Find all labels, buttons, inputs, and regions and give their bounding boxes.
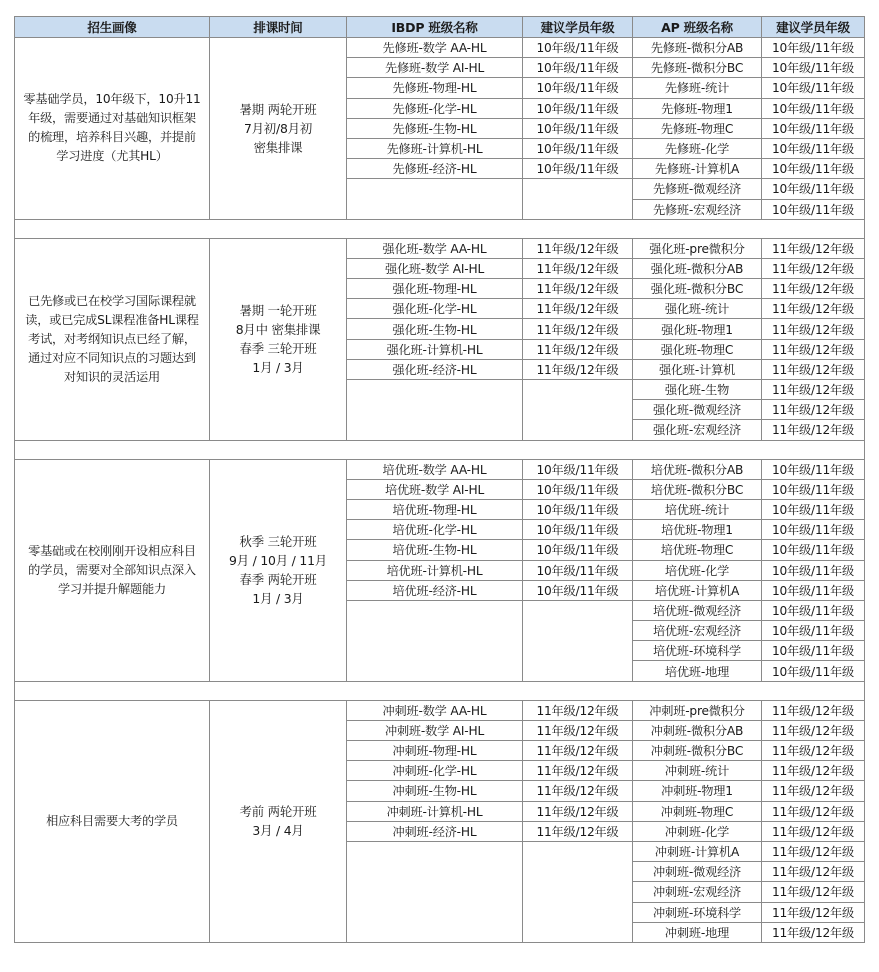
schedule-line: 秋季 三轮开班 <box>239 534 317 550</box>
ap-grade: 10年级/11年级 <box>762 78 865 98</box>
ibdp-grade: 10年级/11年级 <box>523 138 633 158</box>
ap-class-name: 冲刺班-宏观经济 <box>633 882 762 902</box>
ibdp-grade: 11年级/12年级 <box>523 761 633 781</box>
schedule-line: 9月 / 10月 / 11月 <box>229 553 327 569</box>
ap-class-name: 先修班-微积分BC <box>633 58 762 78</box>
ap-class-name: 培优班-微积分AB <box>633 459 762 479</box>
ap-class-name: 培优班-物理1 <box>633 520 762 540</box>
student-profile-cell: 已先修或已在校学习国际课程就读，或已完成SL课程准备HL课程考试，对考纲知识点已经了解，通过对应不同知识点的习题达到对知识的灵活运用 <box>15 238 210 440</box>
ap-grade: 11年级/12年级 <box>762 238 865 258</box>
ap-class-name: 强化班-生物 <box>633 380 762 400</box>
ap-grade: 11年级/12年级 <box>762 862 865 882</box>
ap-grade: 11年级/12年级 <box>762 339 865 359</box>
ap-grade: 11年级/12年级 <box>762 279 865 299</box>
ibdp-grade: 11年级/12年级 <box>523 801 633 821</box>
header-ibdp-class: IBDP 班级名称 <box>347 17 523 38</box>
header-ibdp-grade: 建议学员年级 <box>523 17 633 38</box>
ap-class-name: 培优班-计算机A <box>633 580 762 600</box>
ap-class-name: 冲刺班-微积分AB <box>633 720 762 740</box>
ap-class-name: 培优班-宏观经济 <box>633 621 762 641</box>
schedule-table-frame <box>14 16 864 943</box>
ap-grade: 10年级/11年级 <box>762 179 865 199</box>
ap-grade: 11年级/12年级 <box>762 700 865 720</box>
schedule-line: 8月中 密集排课 <box>235 322 321 338</box>
ibdp-grade: 11年级/12年级 <box>523 720 633 740</box>
header-ap-class: AP 班级名称 <box>633 17 762 38</box>
schedule-line: 7月初/8月初 <box>243 120 313 136</box>
ap-class-name: 强化班-pre微积分 <box>633 238 762 258</box>
ibdp-class-name: 强化班-经济-HL <box>347 359 523 379</box>
ap-class-name: 先修班-统计 <box>633 78 762 98</box>
table-body <box>15 38 865 943</box>
ap-class-name: 先修班-宏观经济 <box>633 199 762 219</box>
ap-class-name: 冲刺班-物理C <box>633 801 762 821</box>
ibdp-class-name: 冲刺班-物理-HL <box>347 741 523 761</box>
ibdp-class-name: 冲刺班-数学 AA-HL <box>347 700 523 720</box>
empty-cell <box>347 841 523 942</box>
ibdp-class-name: 强化班-计算机-HL <box>347 339 523 359</box>
separator-cell <box>15 681 865 700</box>
ap-class-name: 强化班-计算机 <box>633 359 762 379</box>
student-profile-cell: 相应科目需要大考的学员 <box>15 700 210 942</box>
ap-class-name: 冲刺班-统计 <box>633 761 762 781</box>
header-ap-grade: 建议学员年级 <box>762 17 865 38</box>
ap-class-name: 强化班-宏观经济 <box>633 420 762 440</box>
ibdp-class-name: 冲刺班-化学-HL <box>347 761 523 781</box>
schedule-line: 暑期 两轮开班 <box>239 101 317 117</box>
ap-class-name: 培优班-化学 <box>633 560 762 580</box>
ibdp-class-name: 冲刺班-数学 AI-HL <box>347 720 523 740</box>
ibdp-class-name: 强化班-生物-HL <box>347 319 523 339</box>
ibdp-grade: 11年级/12年级 <box>523 821 633 841</box>
table-row <box>15 38 865 58</box>
ibdp-grade: 10年级/11年级 <box>523 38 633 58</box>
ap-grade: 11年级/12年级 <box>762 882 865 902</box>
ap-grade: 10年级/11年级 <box>762 118 865 138</box>
ap-grade: 10年级/11年级 <box>762 641 865 661</box>
table-row <box>15 700 865 720</box>
ap-grade: 10年级/11年级 <box>762 520 865 540</box>
course-schedule-table <box>14 16 865 943</box>
schedule-cell <box>210 700 347 942</box>
ap-class-name: 培优班-微积分BC <box>633 479 762 499</box>
schedule-cell <box>210 459 347 681</box>
ap-grade: 11年级/12年级 <box>762 761 865 781</box>
ap-class-name: 培优班-地理 <box>633 661 762 681</box>
section-separator <box>15 440 865 459</box>
ap-class-name: 强化班-微积分AB <box>633 258 762 278</box>
table-row <box>15 459 865 479</box>
ap-class-name: 培优班-统计 <box>633 499 762 519</box>
ap-class-name: 培优班-物理C <box>633 540 762 560</box>
ibdp-grade: 11年级/12年级 <box>523 319 633 339</box>
ap-grade: 11年级/12年级 <box>762 258 865 278</box>
ap-grade: 11年级/12年级 <box>762 720 865 740</box>
ibdp-class-name: 培优班-数学 AA-HL <box>347 459 523 479</box>
ibdp-class-name: 冲刺班-生物-HL <box>347 781 523 801</box>
schedule-line: 春季 三轮开班 <box>239 341 317 357</box>
ibdp-grade: 10年级/11年级 <box>523 560 633 580</box>
ap-class-name: 冲刺班-环境科学 <box>633 902 762 922</box>
ibdp-class-name: 培优班-计算机-HL <box>347 560 523 580</box>
ibdp-grade: 10年级/11年级 <box>523 118 633 138</box>
ibdp-class-name: 强化班-物理-HL <box>347 279 523 299</box>
ap-grade: 11年级/12年级 <box>762 319 865 339</box>
ibdp-grade: 11年级/12年级 <box>523 258 633 278</box>
empty-cell <box>347 380 523 441</box>
ibdp-grade: 11年级/12年级 <box>523 741 633 761</box>
ibdp-class-name: 强化班-化学-HL <box>347 299 523 319</box>
ap-class-name: 强化班-微观经济 <box>633 400 762 420</box>
ibdp-grade: 11年级/12年级 <box>523 299 633 319</box>
header-schedule: 排课时间 <box>210 17 347 38</box>
ibdp-class-name: 强化班-数学 AI-HL <box>347 258 523 278</box>
ibdp-grade: 10年级/11年级 <box>523 159 633 179</box>
ap-grade: 10年级/11年级 <box>762 98 865 118</box>
student-profile-cell: 零基础学员，10年级下，10升11年级，需要通过对基础知识框架的梳理，培养科目兴趣，并提前学习进度（尤其HL） <box>15 38 210 220</box>
ap-class-name: 强化班-微积分BC <box>633 279 762 299</box>
ibdp-class-name: 先修班-化学-HL <box>347 98 523 118</box>
schedule-line: 1月 / 3月 <box>252 591 304 607</box>
student-profile-cell: 零基础或在校刚刚开设相应科目的学员，需要对全部知识点深入学习并提升解题能力 <box>15 459 210 681</box>
ap-grade: 11年级/12年级 <box>762 922 865 942</box>
ap-class-name: 强化班-统计 <box>633 299 762 319</box>
ap-grade: 11年级/12年级 <box>762 841 865 861</box>
ibdp-class-name: 冲刺班-经济-HL <box>347 821 523 841</box>
ap-grade: 10年级/11年级 <box>762 540 865 560</box>
schedule-cell <box>210 38 347 220</box>
schedule-line: 考前 两轮开班 <box>239 804 317 820</box>
ap-class-name: 先修班-微观经济 <box>633 179 762 199</box>
ap-grade: 10年级/11年级 <box>762 499 865 519</box>
ap-class-name: 冲刺班-计算机A <box>633 841 762 861</box>
header-row <box>15 17 865 38</box>
ap-class-name: 强化班-物理C <box>633 339 762 359</box>
ibdp-class-name: 培优班-经济-HL <box>347 580 523 600</box>
separator-cell <box>15 219 865 238</box>
ibdp-class-name: 先修班-物理-HL <box>347 78 523 98</box>
ibdp-grade: 11年级/12年级 <box>523 781 633 801</box>
ap-class-name: 先修班-物理C <box>633 118 762 138</box>
empty-cell <box>523 841 633 942</box>
ap-grade: 10年级/11年级 <box>762 199 865 219</box>
ibdp-grade: 10年级/11年级 <box>523 580 633 600</box>
ap-grade: 10年级/11年级 <box>762 580 865 600</box>
ap-grade: 11年级/12年级 <box>762 400 865 420</box>
schedule-line: 暑期 一轮开班 <box>239 303 317 319</box>
ibdp-grade: 10年级/11年级 <box>523 540 633 560</box>
ap-class-name: 培优班-环境科学 <box>633 641 762 661</box>
ibdp-grade: 11年级/12年级 <box>523 279 633 299</box>
ap-class-name: 冲刺班-物理1 <box>633 781 762 801</box>
ibdp-class-name: 先修班-计算机-HL <box>347 138 523 158</box>
ap-class-name: 先修班-物理1 <box>633 98 762 118</box>
empty-cell <box>523 179 633 219</box>
ap-grade: 10年级/11年级 <box>762 600 865 620</box>
section-separator <box>15 219 865 238</box>
ap-class-name: 培优班-微观经济 <box>633 600 762 620</box>
ap-grade: 11年级/12年级 <box>762 359 865 379</box>
ap-grade: 10年级/11年级 <box>762 38 865 58</box>
ibdp-grade: 10年级/11年级 <box>523 459 633 479</box>
ap-class-name: 先修班-化学 <box>633 138 762 158</box>
ap-grade: 10年级/11年级 <box>762 560 865 580</box>
ibdp-class-name: 培优班-物理-HL <box>347 499 523 519</box>
ap-grade: 11年级/12年级 <box>762 741 865 761</box>
table-row <box>15 238 865 258</box>
ibdp-grade: 10年级/11年级 <box>523 479 633 499</box>
ap-class-name: 冲刺班-地理 <box>633 922 762 942</box>
ap-grade: 10年级/11年级 <box>762 459 865 479</box>
empty-cell <box>347 600 523 681</box>
ibdp-class-name: 先修班-生物-HL <box>347 118 523 138</box>
ap-grade: 11年级/12年级 <box>762 821 865 841</box>
schedule-line: 春季 两轮开班 <box>239 572 317 588</box>
ibdp-grade: 10年级/11年级 <box>523 98 633 118</box>
header-profile: 招生画像 <box>15 17 210 38</box>
separator-cell <box>15 440 865 459</box>
ap-grade: 11年级/12年级 <box>762 781 865 801</box>
ap-class-name: 冲刺班-pre微积分 <box>633 700 762 720</box>
ibdp-class-name: 培优班-数学 AI-HL <box>347 479 523 499</box>
ap-grade: 10年级/11年级 <box>762 661 865 681</box>
ibdp-grade: 10年级/11年级 <box>523 78 633 98</box>
schedule-cell <box>210 238 347 440</box>
ibdp-grade: 10年级/11年级 <box>523 499 633 519</box>
ibdp-class-name: 培优班-化学-HL <box>347 520 523 540</box>
schedule-line: 密集排课 <box>253 139 303 155</box>
ap-class-name: 冲刺班-微观经济 <box>633 862 762 882</box>
ibdp-class-name: 先修班-数学 AI-HL <box>347 58 523 78</box>
ibdp-grade: 10年级/11年级 <box>523 520 633 540</box>
ibdp-class-name: 先修班-经济-HL <box>347 159 523 179</box>
ap-class-name: 先修班-微积分AB <box>633 38 762 58</box>
ap-grade: 11年级/12年级 <box>762 902 865 922</box>
ibdp-class-name: 冲刺班-计算机-HL <box>347 801 523 821</box>
ap-grade: 10年级/11年级 <box>762 621 865 641</box>
ibdp-grade: 11年级/12年级 <box>523 339 633 359</box>
schedule-line: 3月 / 4月 <box>252 823 304 839</box>
ibdp-class-name: 先修班-数学 AA-HL <box>347 38 523 58</box>
ibdp-grade: 11年级/12年级 <box>523 238 633 258</box>
ibdp-grade: 10年级/11年级 <box>523 58 633 78</box>
ap-class-name: 冲刺班-化学 <box>633 821 762 841</box>
ibdp-class-name: 培优班-生物-HL <box>347 540 523 560</box>
ap-grade: 11年级/12年级 <box>762 801 865 821</box>
ibdp-class-name: 强化班-数学 AA-HL <box>347 238 523 258</box>
ibdp-grade: 11年级/12年级 <box>523 359 633 379</box>
ap-grade: 10年级/11年级 <box>762 159 865 179</box>
ap-grade: 10年级/11年级 <box>762 58 865 78</box>
ap-class-name: 冲刺班-微积分BC <box>633 741 762 761</box>
ap-grade: 11年级/12年级 <box>762 299 865 319</box>
empty-cell <box>523 600 633 681</box>
ap-grade: 10年级/11年级 <box>762 479 865 499</box>
schedule-line: 1月 / 3月 <box>252 360 304 376</box>
ap-grade: 10年级/11年级 <box>762 138 865 158</box>
ap-grade: 11年级/12年级 <box>762 420 865 440</box>
ap-grade: 11年级/12年级 <box>762 380 865 400</box>
empty-cell <box>347 179 523 219</box>
empty-cell <box>523 380 633 441</box>
ap-class-name: 强化班-物理1 <box>633 319 762 339</box>
section-separator <box>15 681 865 700</box>
ap-class-name: 先修班-计算机A <box>633 159 762 179</box>
ibdp-grade: 11年级/12年级 <box>523 700 633 720</box>
